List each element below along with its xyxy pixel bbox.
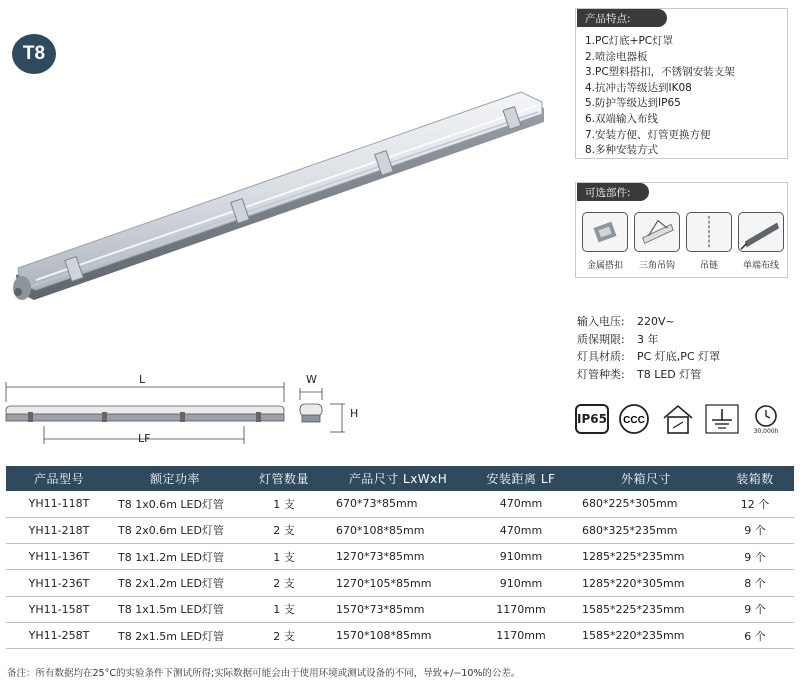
col-header: 外箱尺寸 (576, 466, 716, 491)
option-single-end (738, 212, 784, 271)
features-title: 产品特点: (577, 9, 667, 27)
spec-row (577, 348, 720, 366)
col-header: 安装距离 LF (466, 466, 576, 491)
cell-model: YH11-136T (6, 544, 112, 570)
cell-power: T8 1x1.2m LED灯管 (112, 544, 238, 570)
feature-item: 4.抗冲击等级达到IK08 (585, 81, 692, 94)
table-row (6, 517, 794, 543)
options-list (582, 212, 784, 271)
cell-model: YH11-258T (6, 622, 112, 648)
cell-size: 670*73*85mm (330, 491, 466, 517)
footnote: 备注：所有数据均在25°C的实验条件下测试所得;实际数据可能会由于使用环境或测试设备的不同，导致+/−10%的公差。 (7, 668, 521, 679)
feature-item: 7.安装方便、灯管更换方便 (585, 128, 711, 141)
cell-size: 1570*73*85mm (330, 596, 466, 622)
spec-label: 输入电压: (577, 315, 625, 328)
cell-lf: 910mm (466, 570, 576, 596)
metal-clip-icon (582, 212, 628, 252)
cell-lf: 1170mm (466, 622, 576, 648)
cell-power: T8 2x0.6m LED灯管 (112, 517, 238, 543)
cell-tubes: 1 支 (238, 544, 330, 570)
table-row (6, 544, 794, 570)
option-label: 吊链 (699, 261, 718, 271)
feature-item: 8.多种安装方式 (585, 144, 659, 157)
cell-power: T8 1x1.5m LED灯管 (112, 596, 238, 622)
option-label: 三角吊钩 (638, 261, 675, 271)
cell-carton: 680*225*305mm (576, 491, 716, 517)
cell-qty: 8 个 (716, 570, 794, 596)
ip65-icon: IP65 (575, 404, 609, 434)
spec-label: 灯管种类: (577, 367, 625, 381)
cell-carton: 1285*220*305mm (576, 570, 716, 596)
spec-row (577, 331, 720, 349)
spec-table (6, 466, 794, 649)
table-row (6, 596, 794, 622)
option-label: 金属搭扣 (586, 261, 623, 271)
ground-icon (703, 402, 741, 436)
options-title: 可选部件: (577, 183, 649, 201)
cell-carton: 1285*225*235mm (576, 544, 716, 570)
feature-item: 3.PC塑料搭扣，不锈钢安装支架 (585, 66, 735, 79)
cell-size: 670*108*85mm (330, 517, 466, 543)
cell-lf: 910mm (466, 544, 576, 570)
cell-model: YH11-236T (6, 570, 112, 596)
cell-qty: 9 个 (716, 544, 794, 570)
cell-tubes: 2 支 (238, 517, 330, 543)
col-header: 灯管数量 (238, 466, 330, 491)
cell-size: 1270*73*85mm (330, 544, 466, 570)
cell-lf: 1170mm (466, 596, 576, 622)
lamp-photo (6, 70, 551, 310)
cell-power: T8 2x1.5m LED灯管 (112, 622, 238, 648)
cell-model: YH11-218T (6, 517, 112, 543)
table-header-row (6, 466, 794, 491)
single-end-wiring-icon (738, 212, 784, 252)
feature-item: 6.双端输入布线 (585, 112, 659, 125)
dim-label-h: H (350, 407, 359, 420)
cell-qty: 9 个 (716, 596, 794, 622)
feature-list (585, 34, 735, 159)
dim-label-w: W (306, 373, 317, 386)
option-metal-clip (582, 212, 628, 271)
col-header: 产品尺寸 LxWxH (330, 466, 466, 491)
feature-item: 2.喷涂电器板 (585, 50, 648, 63)
option-triangle-hook (634, 212, 680, 271)
spec-label: 质保期限: (577, 332, 625, 346)
cell-lf: 470mm (466, 517, 576, 543)
spec-list (577, 313, 720, 383)
col-header: 装箱数 (716, 466, 794, 491)
cell-qty: 12 个 (716, 491, 794, 517)
dim-label-l: L (139, 373, 146, 386)
cell-carton: 1585*220*235mm (576, 622, 716, 648)
spec-value: T8 LED 灯管 (637, 367, 702, 381)
cell-size: 1270*105*85mm (330, 570, 466, 596)
option-label: 单端布线 (742, 261, 779, 271)
cell-tubes: 2 支 (238, 622, 330, 648)
cell-qty: 9 个 (716, 517, 794, 543)
cell-size: 1570*108*85mm (330, 622, 466, 648)
spec-label: 灯具材质: (577, 350, 625, 363)
table-row (6, 491, 794, 517)
feature-item: 1.PC灯底+PC灯罩 (585, 35, 674, 47)
option-chain (686, 212, 732, 271)
t8-badge: T8 (12, 34, 56, 74)
svg-text:CCC: CCC (623, 415, 645, 426)
cell-tubes: 1 支 (238, 596, 330, 622)
cell-qty: 6 个 (716, 622, 794, 648)
cell-tubes: 1 支 (238, 491, 330, 517)
table-row (6, 622, 794, 648)
cell-tubes: 2 支 (238, 570, 330, 596)
col-header: 额定功率 (112, 466, 238, 491)
cell-carton: 1585*225*235mm (576, 596, 716, 622)
triangle-hook-icon (634, 212, 680, 252)
lifetime-icon (747, 402, 785, 436)
cell-power: T8 2x1.2m LED灯管 (112, 570, 238, 596)
cell-model: YH11-158T (6, 596, 112, 622)
clock-icon (753, 404, 779, 428)
cell-lf: 470mm (466, 491, 576, 517)
cell-model: YH11-118T (6, 491, 112, 517)
col-header: 产品型号 (6, 466, 112, 491)
spec-value: 220V~ (637, 315, 675, 328)
dim-label-lf: LF (138, 432, 151, 445)
cell-carton: 680*325*235mm (576, 517, 716, 543)
feature-item: 5.防护等级达到IP65 (585, 97, 681, 110)
spec-row (577, 366, 720, 384)
certification-row (575, 402, 785, 436)
ccc-icon (615, 402, 653, 436)
lifetime-hours: 30,000h (753, 427, 779, 435)
spec-value: 3 年 (637, 332, 659, 346)
cell-power: T8 1x0.6m LED灯管 (112, 491, 238, 517)
table-row (6, 570, 794, 596)
indoor-use-icon (659, 402, 697, 436)
spec-row (577, 313, 720, 331)
chain-icon (686, 212, 732, 252)
spec-value: PC 灯底,PC 灯罩 (637, 350, 721, 363)
